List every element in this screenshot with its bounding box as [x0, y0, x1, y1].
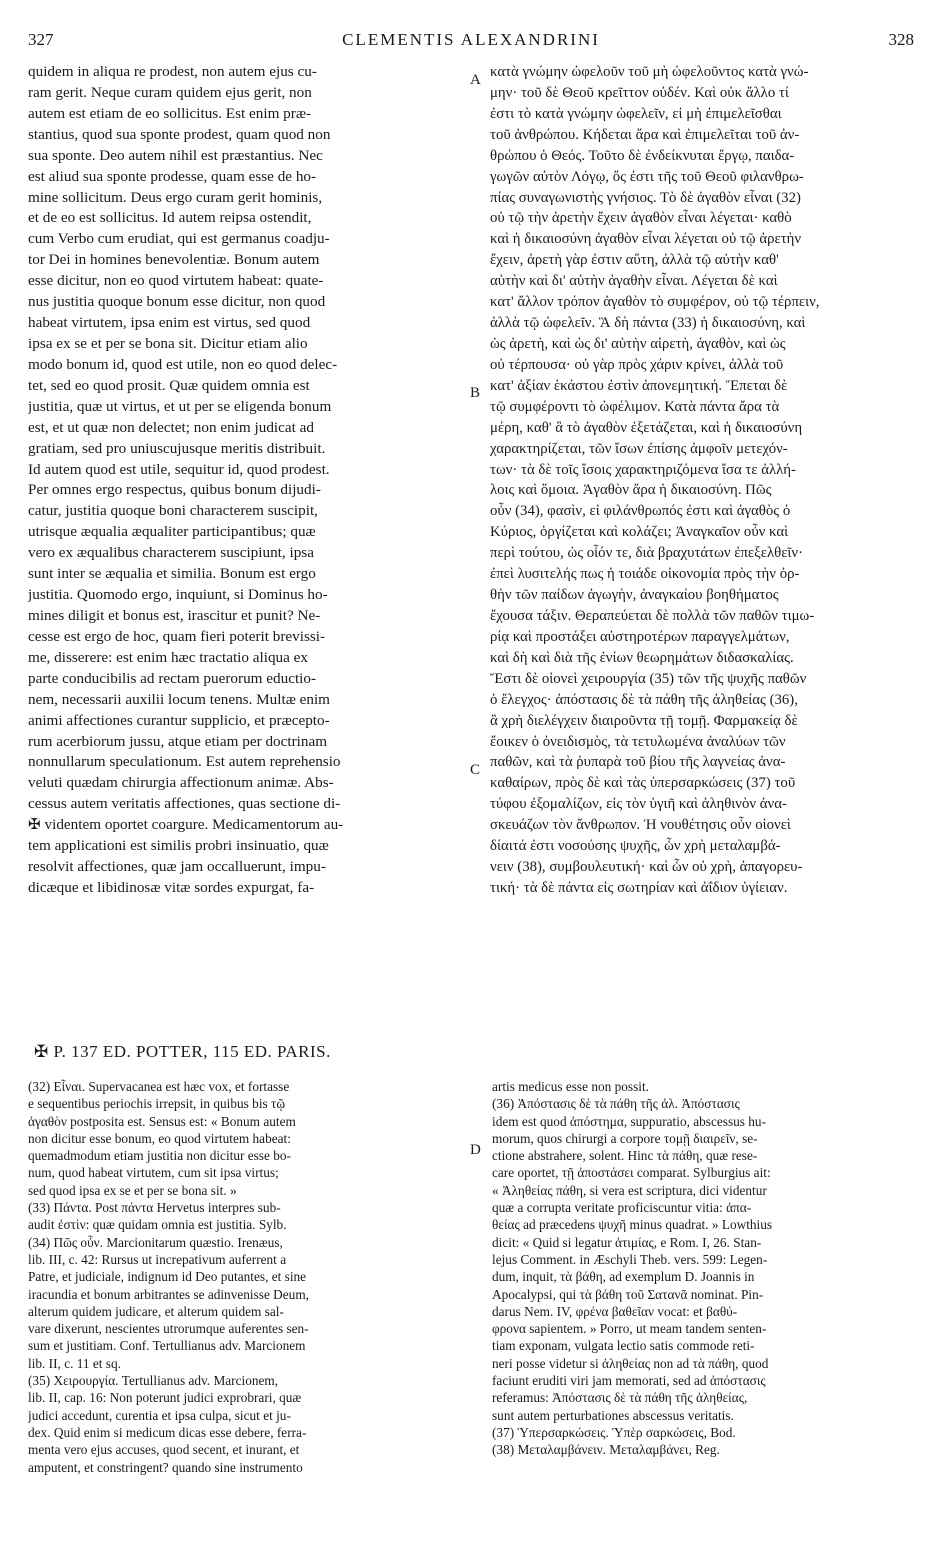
- latin-text-line: esse dicitur, non eo quod virtutem habeat: quate-: [28, 272, 324, 290]
- greek-text-line: σκευάζων τὸν ἄνθρωπον. Ἡ νουθέτησις οὖν οἱονεὶ: [490, 817, 791, 834]
- latin-text-line: tor Dei in homines benevolentiæ. Bonum autem: [28, 251, 320, 269]
- footnote-line: num, quod habeat virtutem, cum sit ipsa virtus;: [28, 1165, 279, 1181]
- latin-text-line: ipsa ex se et per se bona sit. Dicitur etiam alio: [28, 334, 308, 352]
- footnote-line: lejus Comment. in Æschyli Theb. vers. 599: Legen-: [492, 1251, 768, 1267]
- greek-text-line: γωγῶν αὐτὸν Λόγῳ, ὅς ἐστι τῆς τοῦ Θεοῦ φιλανθρω-: [490, 168, 804, 185]
- latin-text-line: stantius, quod sua sponte prodest, quam quod non: [28, 125, 331, 143]
- latin-text-line: catur, justitia quoque boni characterem suscipit,: [28, 502, 318, 520]
- running-title: CLEMENTIS ALEXANDRINI: [342, 30, 600, 49]
- greek-text-line: μην· τοῦ δὲ Θεοῦ κρεῖττον οὐδέν. Καὶ οὐκ ἄλλο τί: [490, 84, 789, 101]
- greek-text-line: ἐστι τὸ κατὰ γνώμην ὠφελεῖν, εἰ μὴ ἐπιμελεῖσθαι: [490, 105, 782, 122]
- footnote-line: iracundia et bonum arbitrantes se adinvenisse Deum,: [28, 1286, 309, 1302]
- margin-letter-c: C: [470, 762, 481, 778]
- footnote-line: dicit: « Quid si legatur ἀτιμίας, e Rom. I, 26. Stan-: [492, 1234, 762, 1250]
- footnote-line: referamus: Ἀπόστασις δὲ τὰ πάθη τῆς ἀληθείας,: [492, 1390, 748, 1406]
- footnote-line: alterum quidem judicare, et alterum quidem sal-: [28, 1303, 284, 1319]
- footnote-line: vare dixerunt, nescientes utrorumque auferentes sen-: [28, 1321, 309, 1337]
- footnote-line: (38) Μεταλαμβάνειν. Μεταλαμβάνει, Reg.: [492, 1442, 720, 1458]
- latin-text-line: mines diligit et bonus est, irascitur et punit? Ne-: [28, 606, 321, 624]
- greek-text-line: καθαίρων, πρὸς δὲ καὶ τὰς ὑπερσαρκώσεις (37) τοῦ: [490, 775, 796, 792]
- greek-text-line: αὑτὴν καὶ δι' αὑτὴν ἀγαθὴν εἶναι. Λέγεται δὲ καὶ: [490, 273, 778, 290]
- latin-text-line: cesse est ergo de hoc, quam fieri poterit brevissi-: [28, 627, 326, 645]
- footnote-line: (34) Πῶς οὖν. Marcionitarum quæstio. Irenæus,: [28, 1234, 283, 1250]
- footnote-line: dex. Quid enim si medicum dicas esse debere, ferra-: [28, 1424, 307, 1440]
- greek-text-line: ἔχειν, ἀρετὴ γὰρ ἐστιν αὕτη, ἀλλὰ τῷ αὐτὴν καθ': [490, 252, 779, 269]
- latin-text-line: utrisque æqualia æqualiter participantibus; quæ: [28, 523, 316, 541]
- latin-text-line: nus justitia quoque bonum esse dicitur, non quod: [28, 293, 326, 311]
- footnote-line: (35) Χειρουργία. Tertullianus adv. Marcionem,: [28, 1373, 279, 1389]
- footnote-line: θείας ad præcedens ψυχῆ minus quadrat. » Lowthius: [492, 1217, 773, 1233]
- edition-marker: ✠ P. 137 ED. POTTER, 115 ED. PARIS.: [34, 1042, 331, 1061]
- greek-text-line: ἀλλὰ τῷ ὠφελεῖν. Ἃ δὴ πάντα (33) ἡ δικαιοσύνη, καὶ: [490, 315, 806, 332]
- greek-text-line: των· τὰ δὲ τοῖς ἴσοις χαρακτηριζόμενα ἴσα τε ἀλλή-: [490, 461, 796, 478]
- footnotes-right-column: [492, 1078, 914, 1459]
- footnote-line: (33) Πάντα. Post πάντα Hervetus interpres sub-: [28, 1200, 281, 1216]
- greek-text-line: καὶ δὴ καὶ διὰ τῆς ἐνίων θεωρημάτων διδασκαλίας.: [490, 649, 794, 666]
- latin-text-line: est aliud sua sponte prodesse, quam esse de ho-: [28, 167, 317, 185]
- greek-text-line: οὖν (34), φασὶν, εἰ φιλάνθρωπός ἐστι καὶ ἀγαθὸς ὁ: [490, 503, 791, 520]
- latin-text-line: justitia, quæ ut virtus, et ut per se eligenda bonum: [28, 397, 332, 415]
- latin-text-line: resolvit affectiones, quæ jam occalluerunt, impu-: [28, 858, 326, 876]
- latin-text-line: habeat virtutem, ipsa enim est virtus, sed quod: [28, 314, 311, 332]
- margin-letter-a: A: [470, 72, 481, 88]
- latin-text-line: veluti quædam chirurgia affectionum animæ. Abs-: [28, 774, 334, 792]
- latin-text-line: rum acerbiorum jussu, atque etiam per doctrinam: [28, 732, 328, 750]
- greek-text-line: τοῦ ἀνθρώπου. Κήδεται ἄρα καὶ ἐπιμελεῖται τοῦ ἀν-: [490, 126, 800, 143]
- latin-text-line: ram gerit. Neque curam quidem ejus gerit, non: [28, 83, 312, 101]
- footnote-line: ἀγαθὸν postposita est. Sensus est: « Bonum autem: [28, 1113, 296, 1129]
- latin-text-line: tet, sed eo quod prosit. Quæ quidem omnia est: [28, 376, 310, 394]
- page-header: [28, 30, 914, 54]
- footnotes-left-column: [28, 1078, 474, 1476]
- footnote-line: e sequentibus periochis irrepsit, in quibus bis τῷ: [28, 1096, 286, 1112]
- greek-text-line: ἔχουσα τάξιν. Θεραπεύεται δὲ πολλὰ τῶν παθῶν τιμω-: [490, 607, 815, 624]
- footnote-line: (36) Ἀπόστασις δὲ τὰ πάθη τῆς ἀλ. Ἀπόστασις: [492, 1096, 740, 1112]
- greek-text-line: θὴν τῶν παίδων ἀγωγὴν, ἀναγκαίου βοηθήματος: [490, 587, 779, 604]
- greek-text-line: ὡς ἀρετὴ, καὶ ὡς δι' αὑτὴν αἱρετὴ, ἀγαθὸν, καὶ ὡς: [490, 335, 786, 352]
- footnote-line: judici accedunt, curentia et ipsa culpa, sicut et ju-: [28, 1407, 291, 1423]
- greek-text-line: ἐπεὶ λυσιτελής πως ἡ τοιάδε οἰκονομία πρὸς τὴν ὀρ-: [490, 566, 800, 583]
- greek-text-line: ἃ χρὴ διελέγχειν διαιροῦντα τῇ τομῇ. Φαρμακείᾳ δὲ: [490, 712, 798, 729]
- margin-letter-b: B: [470, 385, 481, 401]
- greek-text-line: παθῶν, καὶ τὰ ῥυπαρὰ τοῦ βίου τῆς λαγνείας ἀνα-: [490, 754, 786, 771]
- footnote-line: tiam exponam, vulgata lectio satis commode reti-: [492, 1338, 755, 1354]
- footnote-line: care oportet, τῇ ἀποστάσει comparat. Sylburgius ait:: [492, 1165, 771, 1181]
- latin-text-line: cessus autem veritatis affectiones, quas sectione di-: [28, 795, 341, 813]
- page-number-right: 328: [888, 30, 914, 49]
- latin-text-line: parte conducibilis ad rectam puerorum eductio-: [28, 669, 317, 687]
- greek-text-line: οὐ τέρπουσα· οὐ γὰρ πρὸς χάριν κρίνει, ἀλλὰ τοῦ: [490, 356, 784, 373]
- latin-text-line: nem, necessarii auxilii locum tenens. Multæ enim: [28, 690, 330, 708]
- page-number-left: 327: [28, 30, 54, 49]
- latin-text-line: Per omnes ergo respectus, quibus bonum dijudi-: [28, 481, 321, 499]
- latin-translation-column: [28, 62, 474, 899]
- greek-text-line: χαρακτηρίζεται, τῶν ἴσων ἐπίσης ἀμφοῖν μετεχόν-: [490, 440, 788, 457]
- footnote-line: Patre, et judiciale, indignum id Deo putantes, et sine: [28, 1269, 307, 1285]
- greek-text-line: οὐ τῷ τὴν ἀρετὴν ἔχειν ἀγαθὸν εἶναι λέγεται· καθὸ: [490, 210, 792, 227]
- footnote-line: φρονα sapientem. » Porro, ut meam tandem senten-: [492, 1321, 767, 1337]
- greek-text-line: λοις καὶ ὅμοια. Ἀγαθὸν ἄρα ἡ δικαιοσύνη. Πῶς: [490, 482, 772, 499]
- latin-text-line: me, disserere: est enim hæc tractatio aliqua ex: [28, 648, 309, 666]
- footnote-line: sed quod ipsa ex se et per se bona sit. »: [28, 1182, 237, 1198]
- footnote-line: idem est quod ἀπόστημα, suppuratio, abscessus hu-: [492, 1113, 766, 1129]
- latin-text-line: mine sollicitum. Deus ergo curam gerit hominis,: [28, 188, 323, 206]
- latin-text-line: tem applicationi est similis probri insinuatio, quæ: [28, 837, 329, 855]
- greek-text-line: τική· τὰ δὲ πάντα εἰς σωτηρίαν καὶ ἀΐδιον ὑγίειαν.: [490, 879, 788, 896]
- latin-text-line: Id autem quod est utile, sequitur id, quod prodest.: [28, 460, 330, 478]
- latin-text-line: cum Verbo cum erudiat, qui est germanus coadju-: [28, 230, 330, 248]
- greek-text-line: πίας συναγωνιστὴς γνήσιος. Τὸ δὲ ἀγαθὸν εἶναι (32): [490, 189, 801, 206]
- greek-text-column: [490, 62, 914, 899]
- latin-text-line: est, et ut quæ non delectet; non enim judicat ad: [28, 418, 314, 436]
- footnote-line: quemadmodum etiam justitia non dicitur esse bo-: [28, 1148, 291, 1164]
- latin-text-line: autem est etiam de eo sollicitus. Est enim præ-: [28, 104, 312, 122]
- latin-text-line: dicæque et libidinosæ vitæ sordes expurgat, fa-: [28, 878, 315, 896]
- footnote-line: quæ a corrupta veritate proficiscuntur vitia: ἀπα-: [492, 1200, 752, 1216]
- footnote-line: lib. II, c. 11 et sq.: [28, 1355, 121, 1371]
- greek-text-line: δίαιτά ἐστι νοσούσης ψυχῆς, ὧν χρὴ μεταλαμβά-: [490, 838, 781, 855]
- latin-text-line: sua sponte. Deo autem nihil est præstantius. Nec: [28, 146, 323, 164]
- latin-text-line: justitia. Quomodo ergo, inquiunt, si Dominus ho-: [28, 586, 328, 604]
- latin-text-line: ✠ videntem oportet coargure. Medicamentorum au-: [28, 816, 344, 834]
- greek-text-line: κατ' ἀξίαν ἑκάστου ἐστὶν ἀπονεμητική. Ἕπεται δὲ: [490, 377, 788, 394]
- greek-text-line: περὶ τούτου, ὡς οἷόν τε, διὰ βραχυτάτων ἐπεξελθεῖν·: [490, 545, 804, 562]
- greek-text-line: καὶ ἡ δικαιοσύνη ἀγαθὸν εἶναι λέγεται οὐ τῷ ἀρετὴν: [490, 231, 802, 248]
- footnote-line: lib. III, c. 42: Rursus ut increpativum auferrent a: [28, 1251, 287, 1267]
- footnote-line: (37) Ὑπερσαρκώσεις. Ὑπὲρ σαρκώσεις, Bod.: [492, 1424, 736, 1440]
- footnote-line: faciunt eruditi viri jam memorati, sed ad ἀπόστασις: [492, 1373, 766, 1389]
- greek-text-line: μέρη, καθ' ἃ τὸ ἀγαθὸν ἐξετάζεται, καὶ ἡ δικαιοσύνη: [490, 419, 803, 436]
- greek-text-line: ἔοικεν ὁ ὀνειδισμὸς, τὰ τετυλωμένα ἀναλύων τῶν: [490, 733, 786, 750]
- footnote-line: lib. II, cap. 16: Non poterunt judici exprobrari, quæ: [28, 1390, 302, 1406]
- latin-text-line: et de eo est sollicitus. Id autem reipsa ostendit,: [28, 209, 312, 227]
- latin-text-line: modo bonum id, quod est utile, non eo quod delec-: [28, 355, 338, 373]
- footnote-line: dum, inquit, τὰ βάθη, ad exemplum D. Joannis in: [492, 1269, 755, 1285]
- latin-text-line: quidem in aliqua re prodest, non autem ejus cu-: [28, 63, 317, 80]
- latin-text-line: nonnullarum speculationum. Est autem reprehensio: [28, 753, 341, 771]
- footnote-line: (32) Εἶναι. Supervacanea est hæc vox, et fortasse: [28, 1079, 290, 1094]
- greek-text-line: τῷ συμφέροντι τὸ ὠφέλιμον. Κατὰ πάντα ἄρα τὰ: [490, 398, 780, 415]
- greek-text-line: νειν (38), συμβουλευτική· καὶ ὧν οὐ χρὴ, ἀπαγορευ-: [490, 859, 803, 876]
- footnote-line: neri posse videtur si ἀληθείας non ad τὰ πάθη, quod: [492, 1355, 769, 1371]
- greek-text-line: θρώπου ὁ Θεός. Τοῦτο δὲ ἐνδείκνυται ἔργῳ, παιδα-: [490, 147, 795, 164]
- footnote-line: menta vero ejus accuses, quod secent, et inurant, et: [28, 1442, 300, 1458]
- greek-text-line: Κύριος, ὀργίζεται καὶ κολάζει; Ἀναγκαῖον οὖν καὶ: [490, 524, 789, 541]
- latin-text-line: vero ex æqualibus characterem suscipiunt, ipsa: [28, 544, 314, 562]
- greek-text-line: τύφου ἐξομαλίζων, εἰς τὸν ὑγιῆ καὶ ἀληθινὸν ἀνα-: [490, 796, 787, 813]
- footnote-line: non dicitur esse bonum, eo quod virtutem habeat:: [28, 1130, 291, 1146]
- footnote-line: sum et justitiam. Conf. Tertullianus adv. Marcionem: [28, 1338, 306, 1354]
- footnote-line: darus Nem. IV, φρένα βαθεῖαν vocat: et βαθύ-: [492, 1303, 738, 1319]
- greek-text-line: κατὰ γνώμην ὠφελοῦν τοῦ μὴ ὠφελοῦντος κατὰ γνώ-: [490, 64, 809, 80]
- latin-text-line: gratiam, sed pro uniuscujusque meritis distribuit.: [28, 439, 326, 457]
- footnote-line: « Ἀληθείας πάθη, si vera est scriptura, dici videntur: [492, 1182, 767, 1198]
- greek-text-line: Ἔστι δὲ οἱονεὶ χειρουργία (35) τῶν τῆς ψυχῆς παθῶν: [490, 670, 807, 687]
- latin-text-line: animi affectiones curantur supplicio, et præcepto-: [28, 711, 330, 729]
- greek-text-line: ρίᾳ καὶ προστάξει αὐστηροτέρων παραγγελμάτων,: [490, 628, 790, 645]
- footnote-line: audit ἐστὶν: quæ quidam omnia est justitia. Sylb.: [28, 1217, 287, 1233]
- footnote-line: amputent, et constringent? quando sine instrumento: [28, 1459, 303, 1475]
- footnote-line: artis medicus esse non possit.: [492, 1079, 649, 1094]
- greek-text-line: κατ' ἄλλον τρόπον ἀγαθὸν τὸ συμφέρον, οὐ τῷ τέρπειν,: [490, 294, 820, 311]
- greek-text-line: ὁ ἔλεγχος· ἀπόστασις δὲ τὰ πάθη τῆς ἀληθείας (36),: [490, 691, 798, 708]
- footnote-line: sunt autem perturbationes abscessus veritatis.: [492, 1407, 734, 1423]
- footnote-line: Apocalypsi, qui τὰ βάθη τοῦ Σατανᾶ nominat. Pin-: [492, 1286, 764, 1302]
- margin-letter-d: D: [470, 1142, 481, 1158]
- latin-text-line: sunt inter se æqualia et similia. Bonum est ergo: [28, 565, 316, 583]
- footnote-line: ctione abstrahere, solent. Hinc τὰ πάθη, quæ rese-: [492, 1148, 758, 1164]
- footnote-line: morum, quos chirurgi a corpore τομῇ διαιρεῖν, se-: [492, 1130, 758, 1146]
